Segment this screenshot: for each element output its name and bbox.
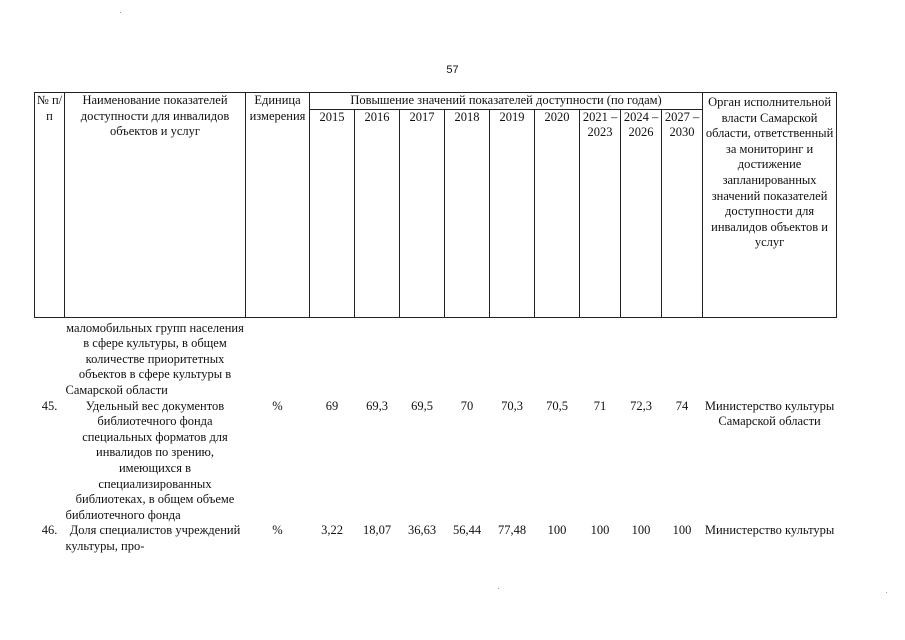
header-year: 2027 – 2030 bbox=[662, 109, 703, 317]
row-value: 69,3 bbox=[366, 398, 388, 413]
page-number: 57 bbox=[446, 64, 459, 76]
row-value: 56,44 bbox=[452, 523, 482, 538]
header-year: 2017 bbox=[400, 109, 445, 317]
row-value: 69,5 bbox=[411, 398, 433, 413]
header-organ: Орган исполнительной власти Самарской области, ответственный за мониторинг и достижение запланированных значений показателей доступности для инвалидов объектов и услуг bbox=[703, 93, 837, 318]
row-values-empty bbox=[310, 317, 703, 398]
row-value: 100 bbox=[590, 523, 610, 538]
scan-speck bbox=[886, 592, 887, 593]
row-unit: % bbox=[272, 523, 283, 538]
row-value: 36,63 bbox=[407, 523, 437, 538]
row-name: Доля специалистов учреждений культуры, про- bbox=[65, 523, 241, 553]
row-value: 69 bbox=[325, 398, 339, 413]
row-unit: % bbox=[272, 398, 283, 413]
table-body bbox=[35, 317, 837, 554]
row-value: 72,3 bbox=[630, 398, 652, 413]
header-year: 2015 bbox=[310, 109, 355, 317]
header-unit: Единица измерения bbox=[246, 93, 310, 318]
header-number: № п/п bbox=[35, 93, 65, 318]
row-value: 18,07 bbox=[362, 523, 392, 538]
header-year: 2018 bbox=[445, 109, 490, 317]
row-value: 77,48 bbox=[497, 523, 527, 538]
row-name: маломобильных групп населения в сфере культуры, в общем количестве приоритетных объектов в сфере культуры в Самарской области bbox=[65, 320, 244, 397]
table-row bbox=[35, 523, 837, 554]
indicators-table bbox=[34, 92, 837, 555]
row-value: 71 bbox=[593, 398, 607, 413]
row-value: 3,22 bbox=[321, 523, 343, 538]
header-year: 2016 bbox=[355, 109, 400, 317]
row-unit bbox=[246, 317, 310, 398]
table-row bbox=[35, 317, 837, 398]
row-value: 70,3 bbox=[501, 398, 523, 413]
row-value: 70 bbox=[460, 398, 474, 413]
row-organ: Министерство культуры Самарской области bbox=[704, 398, 835, 429]
table-header bbox=[35, 93, 837, 318]
header-year: 2020 bbox=[535, 109, 580, 317]
row-number bbox=[35, 317, 65, 398]
row-organ bbox=[703, 317, 837, 398]
scan-speck bbox=[498, 588, 499, 589]
row-value: 100 bbox=[547, 523, 567, 538]
row-number: 46. bbox=[41, 523, 58, 538]
row-value: 70,5 bbox=[546, 398, 568, 413]
scan-speck bbox=[120, 12, 121, 13]
row-name: Удельный вес документов библиотечного фонда специальных форматов для инвалидов по зрению, имеющихся в специализированных библиотеках, в общем объеме библиотечного фонда bbox=[65, 398, 235, 522]
header-year: 2021 – 2023 bbox=[580, 109, 621, 317]
row-value: 100 bbox=[631, 523, 651, 538]
header-years-group: Повышение значений показателей доступности (по годам) bbox=[310, 93, 703, 110]
table-row bbox=[35, 399, 837, 524]
header-year: 2024 – 2026 bbox=[621, 109, 662, 317]
header-name: Наименование показателей доступности для инвалидов объектов и услуг bbox=[65, 93, 246, 318]
row-organ: Министерство культуры bbox=[704, 523, 835, 538]
header-year: 2019 bbox=[490, 109, 535, 317]
row-number: 45. bbox=[41, 398, 58, 413]
row-value: 74 bbox=[675, 398, 689, 413]
row-value: 100 bbox=[672, 523, 692, 538]
